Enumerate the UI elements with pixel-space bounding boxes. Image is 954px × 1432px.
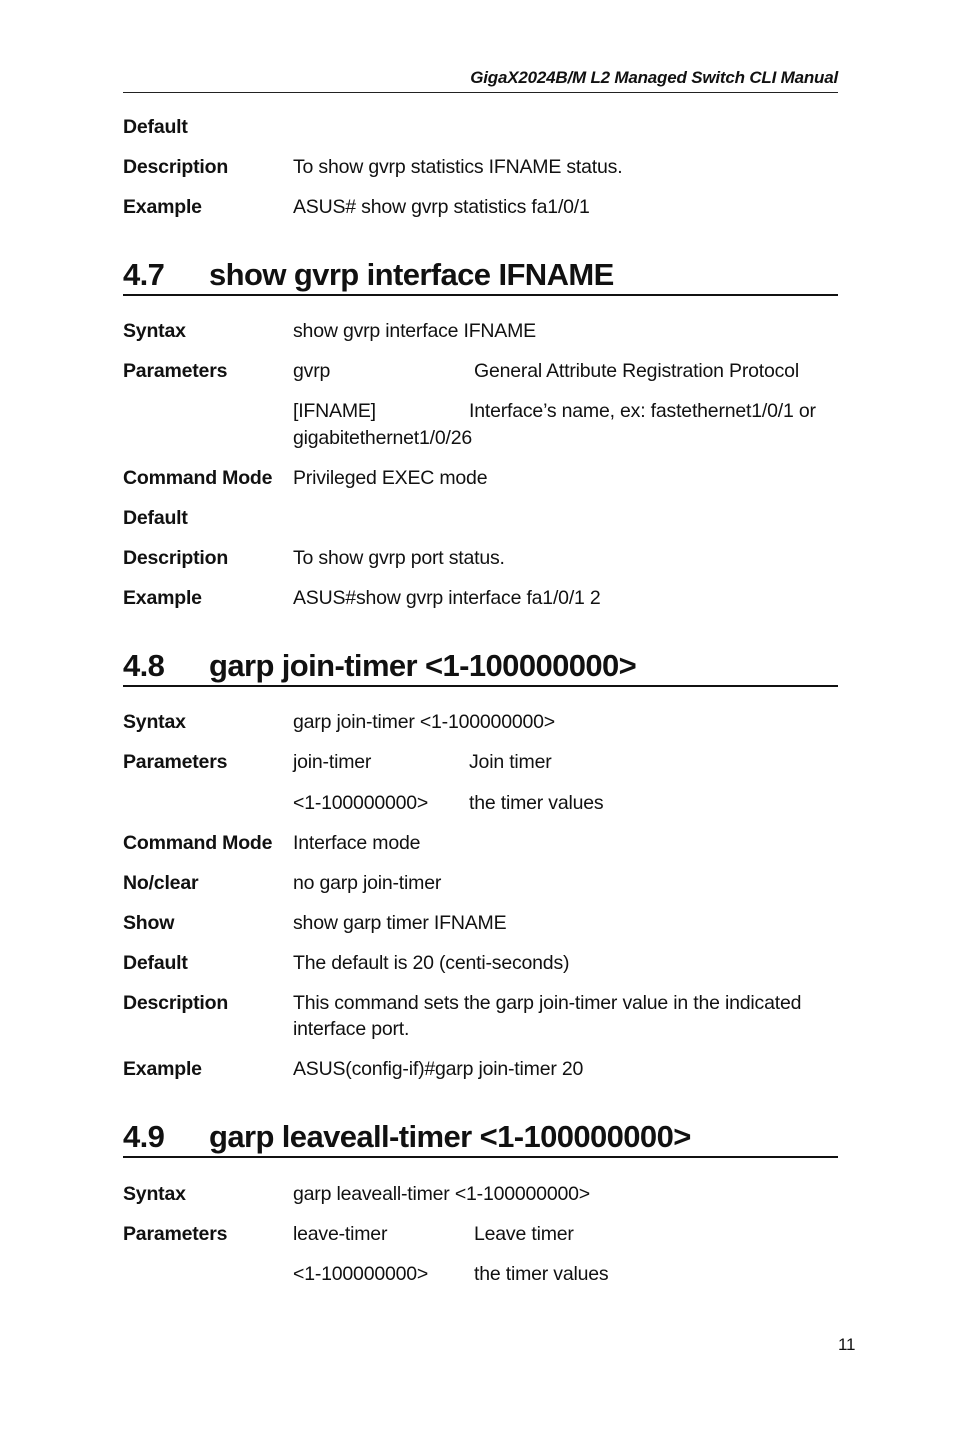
field-label: Description [123, 547, 229, 569]
section-heading-4-9 [123, 1120, 838, 1158]
running-header [123, 68, 838, 93]
field-value: This command sets the garp join-timer value in the indicated [293, 992, 802, 1014]
param-desc: Join timer [469, 751, 552, 773]
param-name: [IFNAME] [293, 400, 376, 422]
section-heading-4-7 [123, 258, 838, 296]
field-label: Syntax [123, 1183, 186, 1205]
field-label: Example [123, 587, 202, 609]
field-value: ASUS#show gvrp interface fa1/0/1 2 [293, 587, 601, 609]
field-label: Default [123, 116, 188, 138]
param-name: <1-100000000> [293, 792, 429, 814]
param-desc: General Attribute Registration Protocol [474, 360, 799, 382]
field-value: Privileged EXEC mode [293, 467, 488, 489]
param-desc: Interface’s name, ex: fastethernet1/0/1 or [469, 400, 816, 422]
section-title: garp leaveall-timer <1-100000000> [209, 1119, 691, 1154]
section-title: garp join-timer <1-100000000> [209, 648, 637, 683]
field-value: To show gvrp statistics IFNAME status. [293, 156, 623, 178]
field-value: interface port. [293, 1018, 410, 1040]
field-label: Default [123, 507, 188, 529]
field-label: Default [123, 952, 188, 974]
field-label: Description [123, 156, 229, 178]
field-value: To show gvrp port status. [293, 547, 505, 569]
param-desc: the timer values [469, 792, 604, 814]
param-name: gvrp [293, 360, 331, 382]
section-number: 4.8 [123, 648, 165, 683]
param-name: <1-100000000> [293, 1263, 429, 1285]
param-desc: the timer values [474, 1263, 609, 1285]
param-desc: Leave timer [474, 1223, 574, 1245]
field-value: Interface mode [293, 832, 421, 854]
field-label: Parameters [123, 751, 228, 773]
field-label: Parameters [123, 360, 228, 382]
section-heading-4-8 [123, 649, 838, 687]
manual-title: GigaX2024B/M L2 Managed Switch CLI Manual [470, 68, 838, 87]
field-label: Parameters [123, 1223, 228, 1245]
field-label: Example [123, 196, 202, 218]
param-name: leave-timer [293, 1223, 388, 1245]
field-label: Syntax [123, 320, 186, 342]
page-number: 11 [838, 1335, 856, 1354]
section-title: show gvrp interface IFNAME [209, 257, 614, 292]
field-label: Description [123, 992, 229, 1014]
param-desc-continuation: gigabitethernet1/0/26 [293, 427, 473, 449]
field-value: garp leaveall-timer <1-100000000> [293, 1183, 590, 1205]
section-number: 4.7 [123, 257, 165, 292]
field-value: no garp join-timer [293, 872, 442, 894]
field-value: show garp timer IFNAME [293, 912, 507, 934]
section-number: 4.9 [123, 1119, 165, 1154]
param-name: join-timer [293, 751, 372, 773]
field-label: No/clear [123, 872, 199, 894]
field-label: Example [123, 1058, 202, 1080]
field-label: Syntax [123, 711, 186, 733]
field-label: Command Mode [123, 467, 273, 489]
field-value: show gvrp interface IFNAME [293, 320, 536, 342]
field-value: The default is 20 (centi-seconds) [293, 952, 570, 974]
field-label: Show [123, 912, 175, 934]
field-value: garp join-timer <1-100000000> [293, 711, 555, 733]
field-label: Command Mode [123, 832, 273, 854]
field-value: ASUS# show gvrp statistics fa1/0/1 [293, 196, 590, 218]
field-value: ASUS(config-if)#garp join-timer 20 [293, 1058, 584, 1080]
